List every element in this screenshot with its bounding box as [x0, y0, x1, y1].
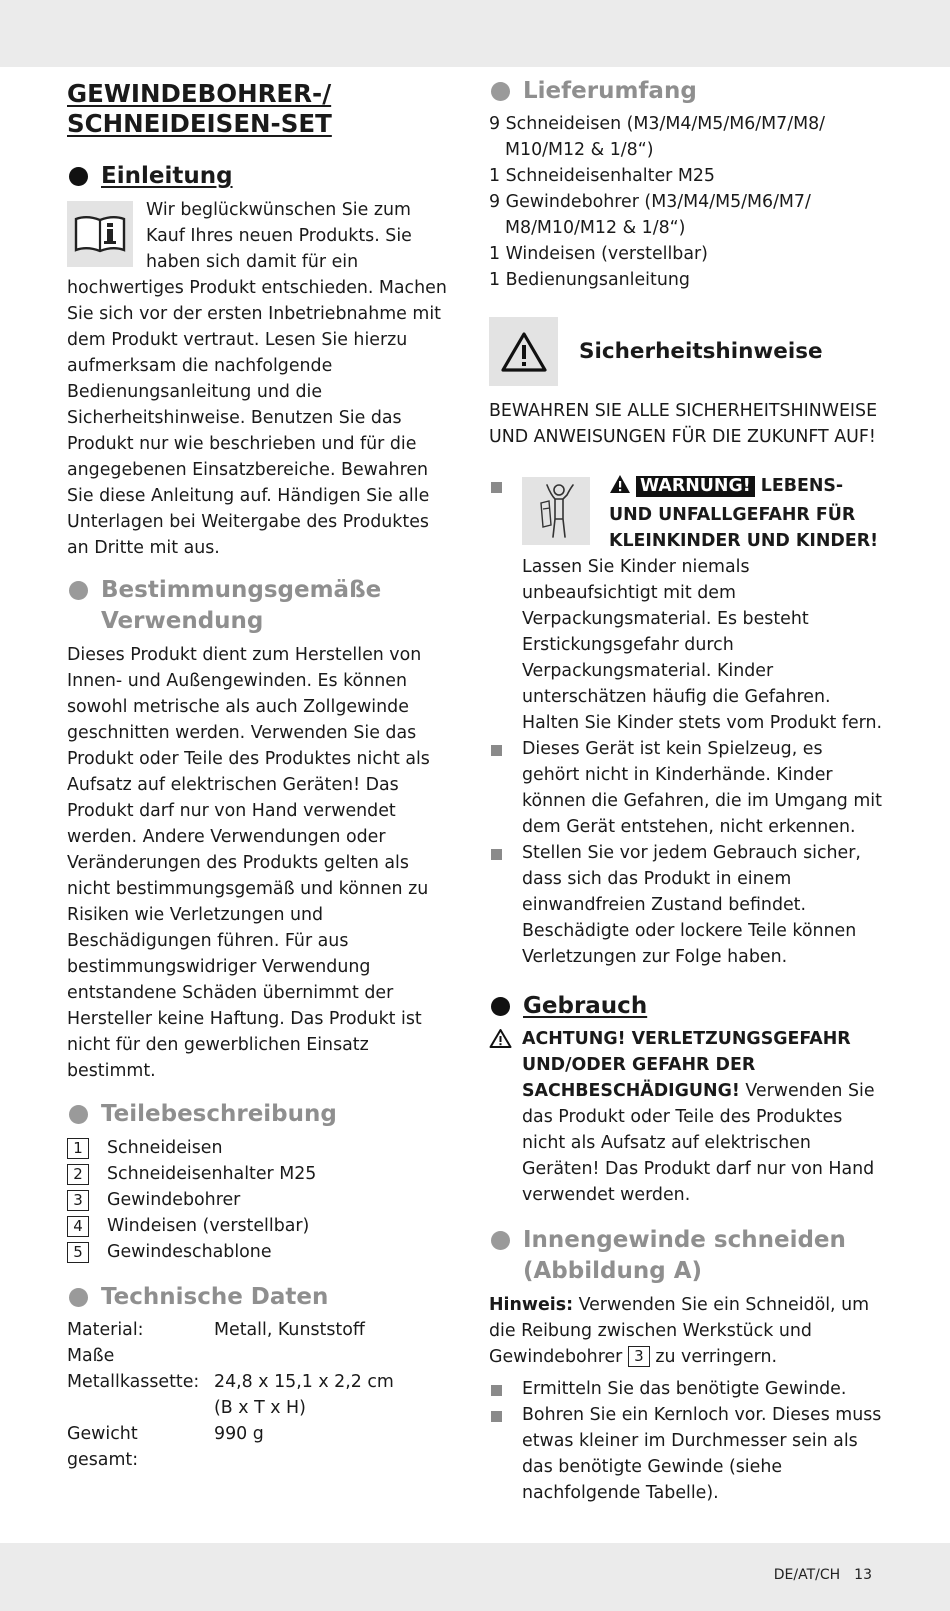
einleitung-section	[67, 197, 455, 561]
tech-key: Maße	[67, 1346, 115, 1366]
tech-value: (B x T x H)	[214, 1398, 306, 1418]
safety-bullet-3: Stellen Sie vor jedem Gebrauch sicher, dass sich das Produkt in einem einwandfreien Zustand befindet. Beschädigte oder lockere Teile können Verletzungen zur Folge haben.	[489, 840, 884, 970]
safety-caps-text: BEWAHREN SIE ALLE SICHERHEITSHINWEISE UND ANWEISUNGEN FÜR DIE ZUKUNFT AUF!	[489, 401, 878, 447]
heading-lieferumfang: Lieferumfang	[489, 76, 884, 107]
list-item: 1 Windeisen (verstellbar)	[489, 244, 708, 264]
innengewinde-bullet-2: Bohren Sie ein Kernloch vor. Dieses muss etwas kleiner im Durchmesser sein als das benötigte Gewinde (siehe nachfolgende Tabelle).	[489, 1402, 884, 1506]
list-item: 1 Schneideisen	[67, 1135, 455, 1161]
delivery-list	[489, 111, 884, 293]
bullet-square-icon	[491, 849, 502, 860]
child-warning-icon	[522, 477, 590, 545]
tech-data-table	[67, 1317, 455, 1473]
parts-list	[67, 1135, 455, 1265]
bullet-dot-icon	[69, 1105, 88, 1124]
heading-teilebeschreibung: Teilebeschreibung	[67, 1099, 455, 1130]
bullet-square-icon	[491, 1411, 502, 1422]
hinweis-paragraph: Hinweis: Verwenden Sie ein Schneidöl, um die Reibung zwischen Werkstück und Gewindebohrer 3 zu verringern.	[489, 1295, 870, 1367]
tech-key	[67, 1395, 214, 1421]
bullet-dot-icon	[491, 82, 510, 101]
bullet-square-icon	[491, 482, 502, 493]
heading-bestimmung: Bestimmungsgemäße Verwendung	[67, 575, 455, 637]
page-footer	[760, 1567, 872, 1583]
safety-bullet-1-text: Lassen Sie Kinder niemals unbeaufsichtigt mit dem Verpackungsmaterial. Es besteht Erstickungsgefahr durch Verpackungsmaterial. Kinder unterschätzen häufig die Gefahren. Halten Sie Kinder stets vom Produkt fern.	[522, 557, 883, 733]
safety-heading	[489, 317, 884, 386]
hinweis-label: Hinweis:	[489, 1295, 574, 1315]
bullet-dot-icon	[69, 1288, 88, 1307]
bullet-dot-icon	[491, 997, 510, 1016]
heading-technische-daten: Technische Daten	[67, 1282, 455, 1313]
bestimmung-text: Dieses Produkt dient zum Herstellen von Innen- und Außengewinden. Es können sowohl metrische als auch Zollgewinde geschnitten werden. Verwenden Sie das Produkt oder Teile des Produktes nicht als Aufsatz auf elektrischen Geräten! Das Produkt darf nur von Hand verwendet werden. Andere Verwendungen oder Veränderungen des Produkts gelten als nicht bestimmungsgemäß und können zu Risiken wie Verletzungen und Beschädigungen führen. Für aus bestimmungswidriger Verwendung entstandene Schäden übernimmt der Hersteller keine Haftung. Das Produkt ist nicht für den gewerblichen Einsatz bestimmt.	[67, 645, 430, 1081]
document-title	[67, 79, 455, 139]
safety-title: Sicherheitshinweise	[579, 339, 823, 364]
tech-value: 24,8 x 15,1 x 2,2 cm	[214, 1372, 394, 1392]
right-column	[489, 76, 884, 1506]
warning-triangle-icon	[489, 1028, 512, 1057]
bullet-dot-icon	[69, 167, 88, 186]
einleitung-text: Wir beglückwünschen Sie zum Kauf Ihres neuen Produkts. Sie haben sich damit für ein hochwertiges Produkt entschieden. Machen Sie sich vor der ersten Inbetriebnahme mit dem Produkt vertraut. Lesen Sie hierzu aufmerksam die nachfolgende Bedienungsanleitung und die Sicherheitshinweise. Benutzen Sie das Produkt nur wie beschrieben und für die angegebenen Einsatzbereiche. Bewahren Sie diese Anleitung auf. Händigen Sie alle Unterlagen bei Weitergabe des Produktes an Dritte mit aus.	[67, 200, 447, 558]
heading-gebrauch: Gebrauch	[489, 991, 884, 1022]
innengewinde-bullet-1: Ermitteln Sie das benötigte Gewinde.	[489, 1376, 884, 1402]
list-item: 1 Bedienungsanleitung	[489, 270, 690, 290]
tech-key: Material:	[67, 1320, 144, 1340]
title-line-2: SCHNEIDEISEN-SET	[67, 109, 332, 138]
tech-value	[214, 1343, 455, 1369]
left-column	[67, 76, 455, 1473]
safety-bullet-2: Dieses Gerät ist kein Spielzeug, es gehört nicht in Kinderhände. Kinder können die Gefahren, die im Umgang mit dem Gerät entstehen, nicht erkennen.	[489, 736, 884, 840]
heading-einleitung: Einleitung	[67, 161, 455, 192]
list-item: 3 Gewindebohrer	[67, 1187, 455, 1213]
list-item: 9 Gewindebohrer (M3/M4/M5/M6/M7/ M8/M10/M12 & 1/8“)	[489, 192, 811, 238]
part-reference: 3	[628, 1346, 650, 1367]
header-band	[0, 0, 950, 67]
title-line-1: GEWINDEBOHRER-/	[67, 79, 332, 108]
warning-triangle-icon	[489, 317, 558, 386]
list-item: 9 Schneideisen (M3/M4/M5/M6/M7/M8/ M10/M12 & 1/8“)	[489, 114, 826, 160]
list-item: 2 Schneideisenhalter M25	[67, 1161, 455, 1187]
footer-language: DE/AT/CH	[773, 1567, 841, 1583]
list-item: 4 Windeisen (verstellbar)	[67, 1213, 455, 1239]
page-number: 13	[854, 1567, 872, 1583]
warning-bold-text: LEBENS- UND UNFALLGEFAHR FÜR KLEINKINDER UND KINDER!	[609, 476, 879, 551]
tech-key: Gewicht gesamt:	[67, 1424, 139, 1470]
info-book-icon	[67, 201, 133, 267]
achtung-bold: ACHTUNG! VERLETZUNGSGEFAHR UND/ODER GEFAHR DER SACHBESCHÄDIGUNG!	[522, 1029, 851, 1101]
list-item: 5 Gewindeschablone	[67, 1239, 455, 1265]
bullet-dot-icon	[69, 581, 88, 600]
warning-triangle-icon	[609, 474, 631, 502]
achtung-text: Verwenden Sie das Produkt oder Teile des Produktes nicht als Aufsatz auf elektrischen Geräten! Das Produkt darf nur von Hand verwendet werden.	[522, 1081, 875, 1205]
heading-innengewinde: Innengewinde schneiden (Abbildung A)	[489, 1225, 884, 1287]
achtung-notice	[489, 1026, 884, 1208]
bullet-square-icon	[491, 1385, 502, 1396]
warning-label: WARNUNG!	[636, 476, 755, 497]
tech-value: Metall, Kunststoff	[214, 1320, 365, 1340]
bullet-square-icon	[491, 745, 502, 756]
safety-bullet-1	[489, 473, 884, 736]
tech-key: Metallkassette:	[67, 1372, 200, 1392]
tech-value: 990 g	[214, 1424, 264, 1444]
list-item: 1 Schneideisenhalter M25	[489, 166, 715, 186]
bullet-dot-icon	[491, 1231, 510, 1250]
